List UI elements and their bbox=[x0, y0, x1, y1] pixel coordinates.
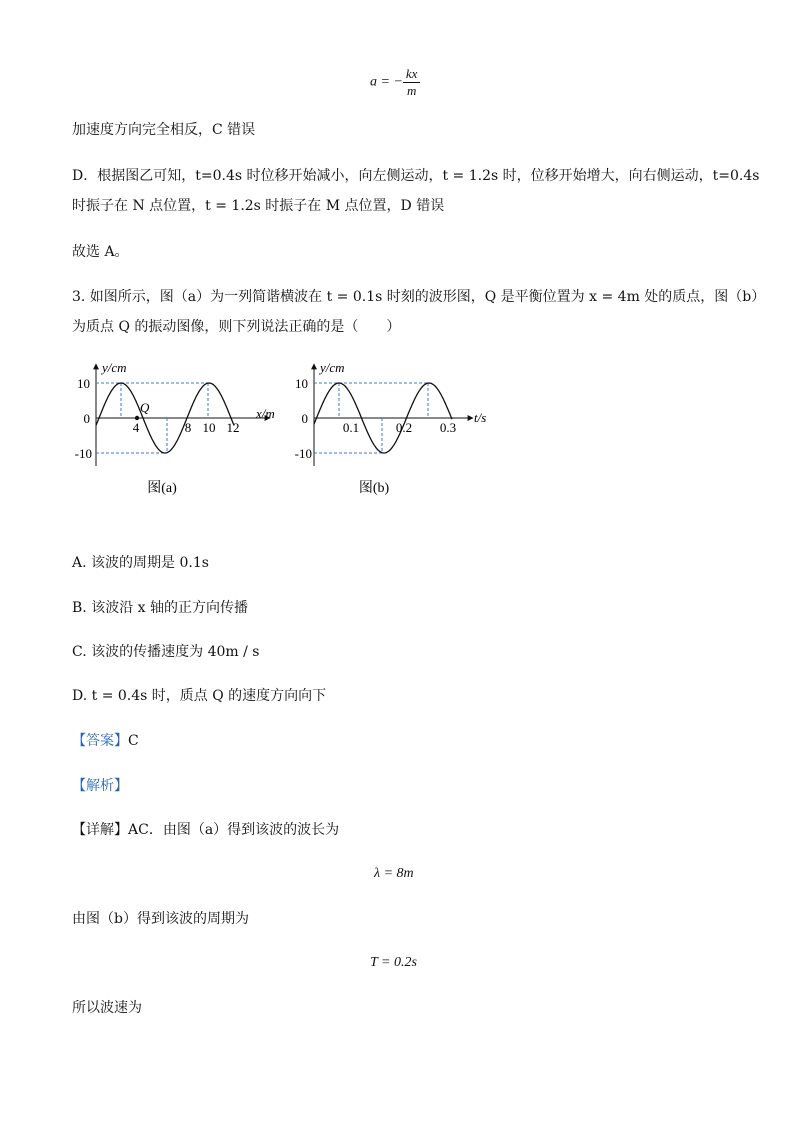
answer-line bbox=[72, 731, 139, 751]
detail-bracket: 【详解】 bbox=[72, 822, 128, 838]
analysis-bracket: 【解析】 bbox=[72, 778, 128, 794]
x-tick-4: 4 bbox=[132, 420, 140, 435]
y-tick-10: 10 bbox=[77, 376, 90, 391]
point-q-label: Q bbox=[140, 400, 150, 415]
option-b[interactable]: B. 该波沿 x 轴的正方向传播 bbox=[72, 600, 248, 616]
analysis-line bbox=[72, 776, 128, 796]
question3-line2: 为质点 Q 的振动图像，则下列说法正确的是（ ） bbox=[72, 319, 401, 335]
acceleration-equation bbox=[370, 66, 420, 99]
t-tick-0.2: 0.2 bbox=[395, 420, 413, 435]
conclusion-c: 加速度方向完全相反，C 错误 bbox=[72, 122, 256, 138]
figure-b-vibration-graph bbox=[288, 356, 503, 506]
fraction-numerator: kx bbox=[403, 66, 421, 83]
option-a[interactable]: A. 该波的周期是 0.1s bbox=[72, 555, 209, 571]
fraction-denominator: m bbox=[406, 83, 417, 98]
t-tick-0.1: 0.1 bbox=[342, 420, 360, 435]
answer-value: C bbox=[128, 733, 139, 749]
wavelength-equation: λ = 8m bbox=[374, 866, 414, 881]
answer-bracket: 【答案】 bbox=[72, 733, 128, 749]
y-tick-minus10: -10 bbox=[294, 446, 312, 461]
figure-b-caption: 图(b) bbox=[358, 481, 390, 496]
x-tick-10: 10 bbox=[202, 420, 216, 435]
period-intro: 由图（b）得到该波的周期为 bbox=[72, 911, 249, 927]
option-d-analysis-line1: D．根据图乙可知，t=0.4s 时位移开始减小，向左侧运动，t = 1.2s 时，位移开始增大，向右侧运动，t=0.4s bbox=[72, 168, 760, 184]
y-axis-label: y/cm bbox=[320, 360, 345, 375]
period-equation: T = 0.2s bbox=[370, 955, 417, 970]
x-tick-12: 12 bbox=[226, 420, 240, 435]
figure-a-wave-graph bbox=[70, 356, 285, 506]
equation-lhs: a = − bbox=[370, 74, 403, 90]
question3-line1: 3. 如图所示，图（a）为一列简谐横波在 t = 0.1s 时刻的波形图，Q 是平衡位置为 x = 4m 处的质点，图（b） bbox=[72, 289, 766, 305]
t-tick-0.3: 0.3 bbox=[439, 420, 457, 435]
y-axis-label: y/cm bbox=[102, 360, 127, 375]
option-d-analysis-line2: 时振子在 N 点位置，t = 1.2s 时振子在 M 点位置，D 错误 bbox=[72, 198, 445, 214]
option-d[interactable]: D. t = 0.4s 时，质点 Q 的速度方向向下 bbox=[72, 688, 327, 704]
x-tick-8: 8 bbox=[184, 420, 192, 435]
t-axis-label: t/s bbox=[474, 410, 487, 425]
y-tick-10: 10 bbox=[295, 376, 308, 391]
speed-intro: 所以波速为 bbox=[72, 1000, 142, 1016]
figure-a-caption: 图(a) bbox=[147, 481, 177, 496]
detail-text: AC．由图（a）得到该波的波长为 bbox=[128, 822, 340, 838]
y-tick-0: 0 bbox=[301, 411, 308, 426]
fraction bbox=[403, 66, 421, 99]
choose-answer: 故选 A。 bbox=[72, 244, 129, 260]
x-axis-label: x/m bbox=[256, 406, 275, 421]
y-tick-0: 0 bbox=[83, 411, 90, 426]
y-tick-minus10: -10 bbox=[74, 446, 92, 461]
option-c[interactable]: C. 该波的传播速度为 40m / s bbox=[72, 644, 260, 660]
detail-line bbox=[72, 820, 339, 840]
